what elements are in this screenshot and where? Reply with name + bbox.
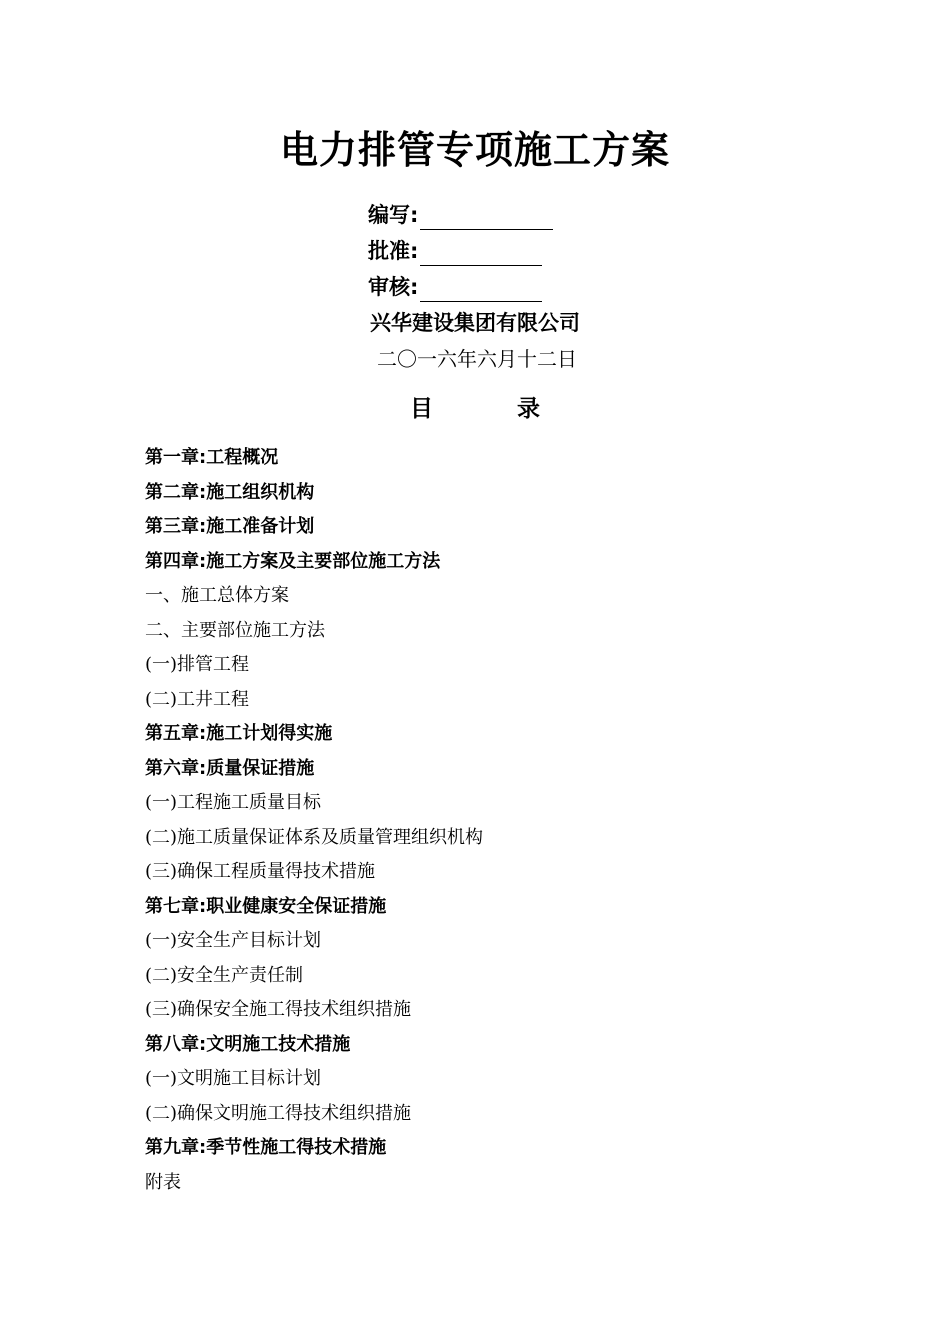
toc-heading-left: 目 [410,396,433,422]
signature-blank-line [420,243,542,266]
toc-item[interactable]: 附表 [145,1171,181,1193]
toc-item[interactable]: (一)工程施工质量目标 [145,792,322,813]
toc-item[interactable]: 第九章:季节性施工得技术措施 [145,1137,387,1158]
toc-item[interactable]: 第八章:文明施工技术措施 [145,1033,351,1055]
table-of-contents [145,441,483,1200]
signature-row-approver [368,236,542,266]
toc-item[interactable]: 第四章:施工方案及主要部位施工方法 [145,550,441,572]
toc-heading [0,392,950,426]
company-name: 兴华建设集团有限公司 [370,311,580,335]
toc-item[interactable]: 一、施工总体方案 [145,585,289,606]
toc-item[interactable]: (三)确保安全施工得技术组织措施 [145,999,412,1020]
toc-item[interactable]: (一)安全生产目标计划 [145,930,322,951]
toc-item[interactable]: 第七章:职业健康安全保证措施 [145,895,387,917]
document-date: 二〇一六年六月十二日 [377,347,577,371]
toc-item[interactable]: 第二章:施工组织机构 [145,481,315,503]
toc-item[interactable]: (二)施工质量保证体系及质量管理组织机构 [145,826,484,848]
signature-blank-line [420,207,553,230]
signature-label: 编写: [368,203,419,227]
signature-label: 批准: [368,239,419,263]
signature-label: 审核: [368,275,419,299]
toc-item[interactable]: (二)工井工程 [145,688,250,710]
signature-row-author [368,200,553,230]
toc-item[interactable]: (一)文明施工目标计划 [145,1068,322,1089]
toc-item[interactable]: (三)确保工程质量得技术措施 [145,861,376,882]
toc-item[interactable]: 第六章:质量保证措施 [145,757,315,779]
signature-row-reviewer [368,272,542,302]
signature-blank-line [420,279,542,302]
toc-item[interactable]: (二)确保文明施工得技术组织措施 [145,1102,412,1124]
toc-item[interactable]: 第一章:工程概况 [145,447,279,468]
document-title: 电力排管专项施工方案 [279,128,670,172]
toc-item[interactable]: (二)安全生产责任制 [145,964,304,986]
toc-item[interactable]: 第五章:施工计划得实施 [145,723,333,744]
toc-item[interactable]: (一)排管工程 [145,654,250,675]
toc-heading-right: 录 [517,396,540,422]
toc-item[interactable]: 二、主要部位施工方法 [145,619,325,641]
toc-item[interactable]: 第三章:施工准备计划 [145,516,315,537]
